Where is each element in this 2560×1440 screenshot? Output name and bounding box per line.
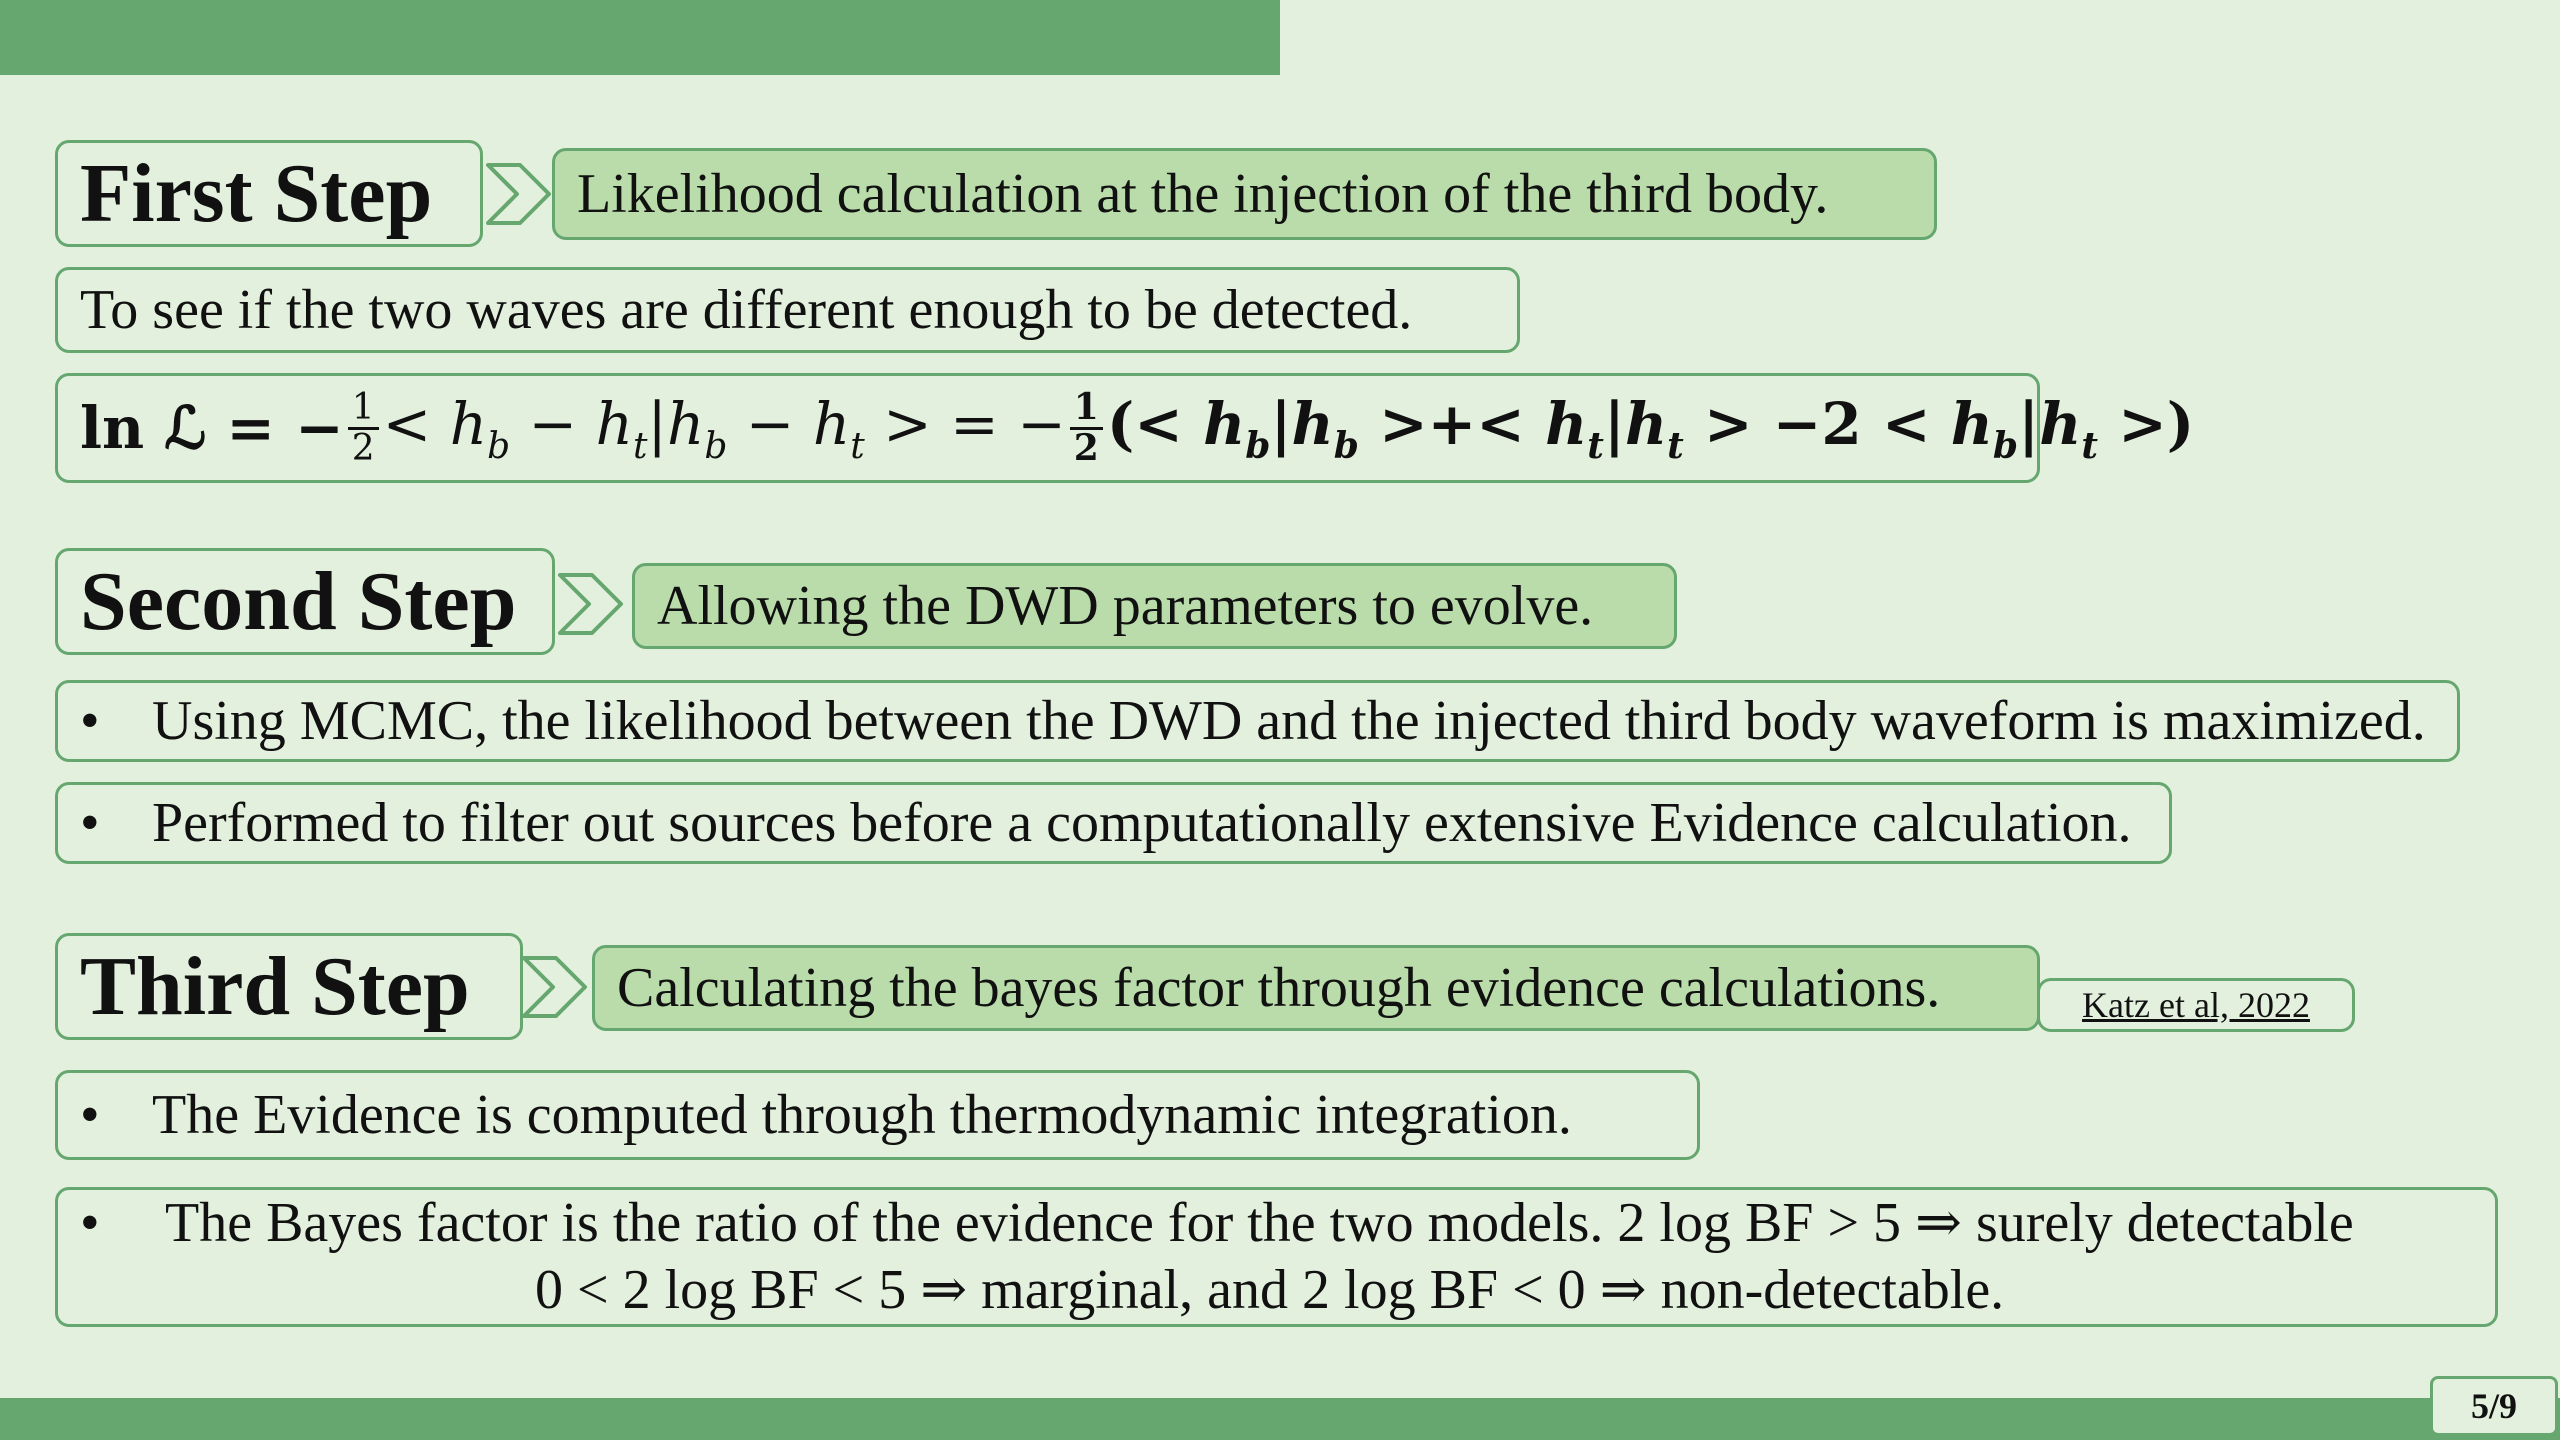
- third-step-caption: Calculating the bayes factor through evidence calculations.: [592, 945, 2040, 1031]
- bullet-text-line-2: 0 < 2 log BF < 5 ⇒ marginal, and 2 log BF < 0 ⇒ non-detectable.: [535, 1259, 2005, 1321]
- page-number: 5/9: [2430, 1376, 2558, 1436]
- fraction-numerator: 1: [348, 389, 379, 430]
- fraction-half-bold: [1070, 385, 1103, 469]
- equation-middle: < $h_b - h_t|h_b - h_t$ > = −: [382, 389, 1066, 467]
- citation-link[interactable]: Katz et al, 2022: [2037, 978, 2355, 1032]
- second-step-caption: Allowing the DWD parameters to evolve.: [632, 563, 1677, 649]
- equation-rhs: (< $h_b|h_b$ >+< $h_t|h_t > -2 < h_b|h_t$ >): [1106, 389, 2195, 467]
- bullet-line-1: [80, 1190, 2354, 1257]
- second-step-bullet-1: [55, 680, 2460, 762]
- fraction-denominator: 2: [1073, 426, 1099, 469]
- bullet-text-line-1: The Bayes factor is the ratio of the evidence for the two models. 2 log BF > 5 ⇒ surely detectable: [165, 1191, 2354, 1254]
- third-step-title: Third Step: [55, 933, 523, 1040]
- third-step-bullet-1: [55, 1070, 1700, 1160]
- bullet-icon: •: [80, 690, 100, 752]
- first-step-title: First Step: [55, 140, 483, 247]
- fraction-numerator: 1: [1070, 389, 1103, 430]
- second-step-bullet-2: [55, 782, 2172, 864]
- first-step-description: To see if the two waves are different enough to be detected.: [55, 267, 1520, 353]
- likelihood-equation: [55, 373, 2195, 483]
- fraction-half: [348, 386, 379, 469]
- bullet-icon: •: [80, 792, 100, 854]
- chevron-right-icon: [521, 955, 591, 1019]
- bullet-line-2: [80, 1257, 2004, 1324]
- chevron-right-icon: [557, 572, 627, 636]
- equation-lhs: ln ℒ = −: [80, 394, 344, 462]
- first-step-caption: Likelihood calculation at the injection of the third body.: [552, 148, 1937, 240]
- top-accent-bar: [0, 0, 1280, 75]
- fraction-denominator: 2: [351, 427, 375, 469]
- bullet-text: Using MCMC, the likelihood between the DWD and the injected third body waveform is maximized.: [152, 690, 2426, 752]
- bullet-icon: •: [80, 1084, 100, 1146]
- bottom-accent-bar: [0, 1398, 2560, 1440]
- third-step-bullet-2: [55, 1187, 2498, 1327]
- bullet-text: Performed to filter out sources before a computationally extensive Evidence calculation.: [152, 792, 2132, 854]
- chevron-right-icon: [485, 162, 555, 226]
- bullet-icon: •: [80, 1191, 100, 1254]
- second-step-title: Second Step: [55, 548, 555, 655]
- bullet-text: The Evidence is computed through thermodynamic integration.: [152, 1084, 1572, 1146]
